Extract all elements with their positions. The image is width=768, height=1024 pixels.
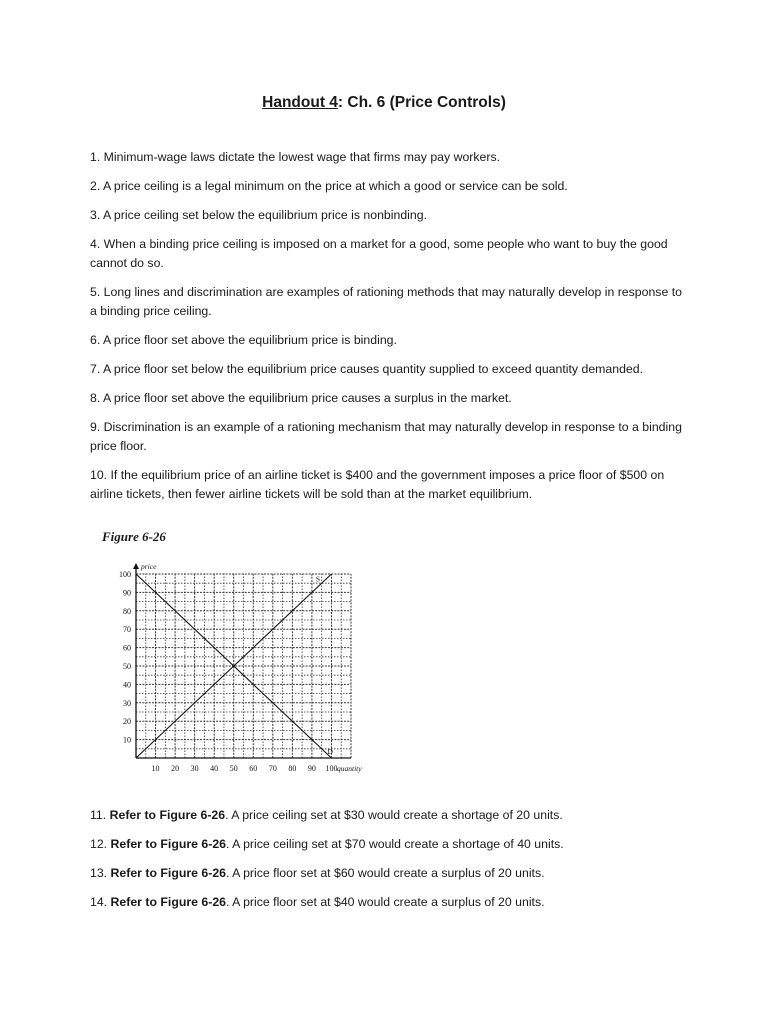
question-number: 13.: [90, 866, 111, 880]
statement-2: 2. A price ceiling is a legal minimum on the price at which a good or service can be sold.: [90, 179, 568, 193]
question-text: . A price floor set at $60 would create a surplus of 20 units.: [226, 866, 545, 880]
y-tick-label: 70: [123, 625, 131, 635]
statement-8: 8. A price floor set above the equilibrium price causes a surplus in the market.: [90, 391, 512, 405]
y-tick-label: 100: [119, 570, 131, 579]
question-number: 11.: [90, 808, 110, 822]
question-number: 14.: [90, 895, 111, 909]
question-text: . A price ceiling set at $70 would create a shortage of 40 units.: [226, 837, 564, 851]
x-tick-label: 20: [171, 764, 180, 773]
y-tick-label: 10: [123, 735, 131, 745]
x-tick-label: 90: [307, 764, 316, 773]
question-14: [90, 893, 690, 912]
y-tick-label: 20: [123, 717, 131, 727]
figure-reference: Refer to Figure 6-26: [109, 808, 226, 822]
supply-demand-chart: [108, 555, 378, 780]
question-12: [90, 835, 690, 854]
figure-reference: Refer to Figure 6-26: [110, 837, 226, 851]
x-tick-label: 100: [325, 764, 338, 773]
question-text: . A price ceiling set at $30 would create a shortage of 20 units.: [225, 808, 563, 822]
x-tick-label: 30: [190, 764, 199, 773]
question-number: 12.: [90, 837, 111, 851]
statement-9: 9. Discrimination is an example of a rationing mechanism that may naturally develop in response to a binding price floor.: [90, 420, 682, 453]
title-handout-number: Handout 4: [262, 94, 338, 111]
page-title: [0, 94, 768, 112]
y-axis-arrow: [133, 563, 139, 569]
title-chapter: : Ch. 6 (Price Controls): [337, 94, 506, 111]
statement-5: 5. Long lines and discrimination are examples of rationing methods that may naturally develop in response to a binding price ceiling.: [90, 285, 682, 318]
question-list: [90, 806, 690, 922]
question-11: [90, 806, 690, 825]
question-13: [90, 864, 690, 883]
y-tick-label: 30: [123, 698, 131, 708]
statement-7: 7. A price floor set below the equilibrium price causes quantity supplied to exceed quantity demanded.: [90, 362, 644, 376]
supply-curve-label: S: [315, 574, 320, 584]
x-tick-label: 40: [210, 764, 219, 773]
statement-6: 6. A price floor set above the equilibrium price is binding.: [90, 333, 397, 347]
x-tick-label: 80: [288, 764, 297, 773]
statement-list: [90, 148, 690, 514]
statement-3: 3. A price ceiling set below the equilibrium price is nonbinding.: [90, 208, 427, 222]
y-tick-label: 60: [123, 643, 131, 653]
y-tick-label: 90: [123, 588, 131, 598]
x-tick-label: 60: [249, 764, 258, 773]
x-tick-label: 50: [229, 764, 238, 773]
x-axis-label: quantity: [337, 764, 362, 773]
figure-title: Figure 6-26: [102, 529, 166, 544]
statement-10: 10. If the equilibrium price of an airline ticket is $400 and the government imposes a price floor of $500 on airline tickets, then fewer airline tickets will be sold than at the market equilibrium.: [90, 468, 665, 501]
x-tick-label: 10: [151, 764, 160, 773]
figure-reference: Refer to Figure 6-26: [110, 895, 226, 909]
question-text: . A price floor set at $40 would create a surplus of 20 units.: [226, 895, 545, 909]
statement-4: 4. When a binding price ceiling is imposed on a market for a good, some people who want to buy the good cannot do so.: [90, 237, 668, 270]
y-axis-label: price: [141, 562, 157, 571]
y-tick-label: 80: [123, 606, 131, 616]
statement-1: 1. Minimum-wage laws dictate the lowest wage that firms may pay workers.: [90, 150, 501, 164]
demand-curve-label: D: [327, 747, 333, 757]
y-tick-label: 50: [123, 662, 131, 671]
x-tick-label: 70: [268, 764, 277, 773]
y-tick-label: 40: [123, 680, 131, 690]
figure-reference: Refer to Figure 6-26: [110, 866, 226, 880]
